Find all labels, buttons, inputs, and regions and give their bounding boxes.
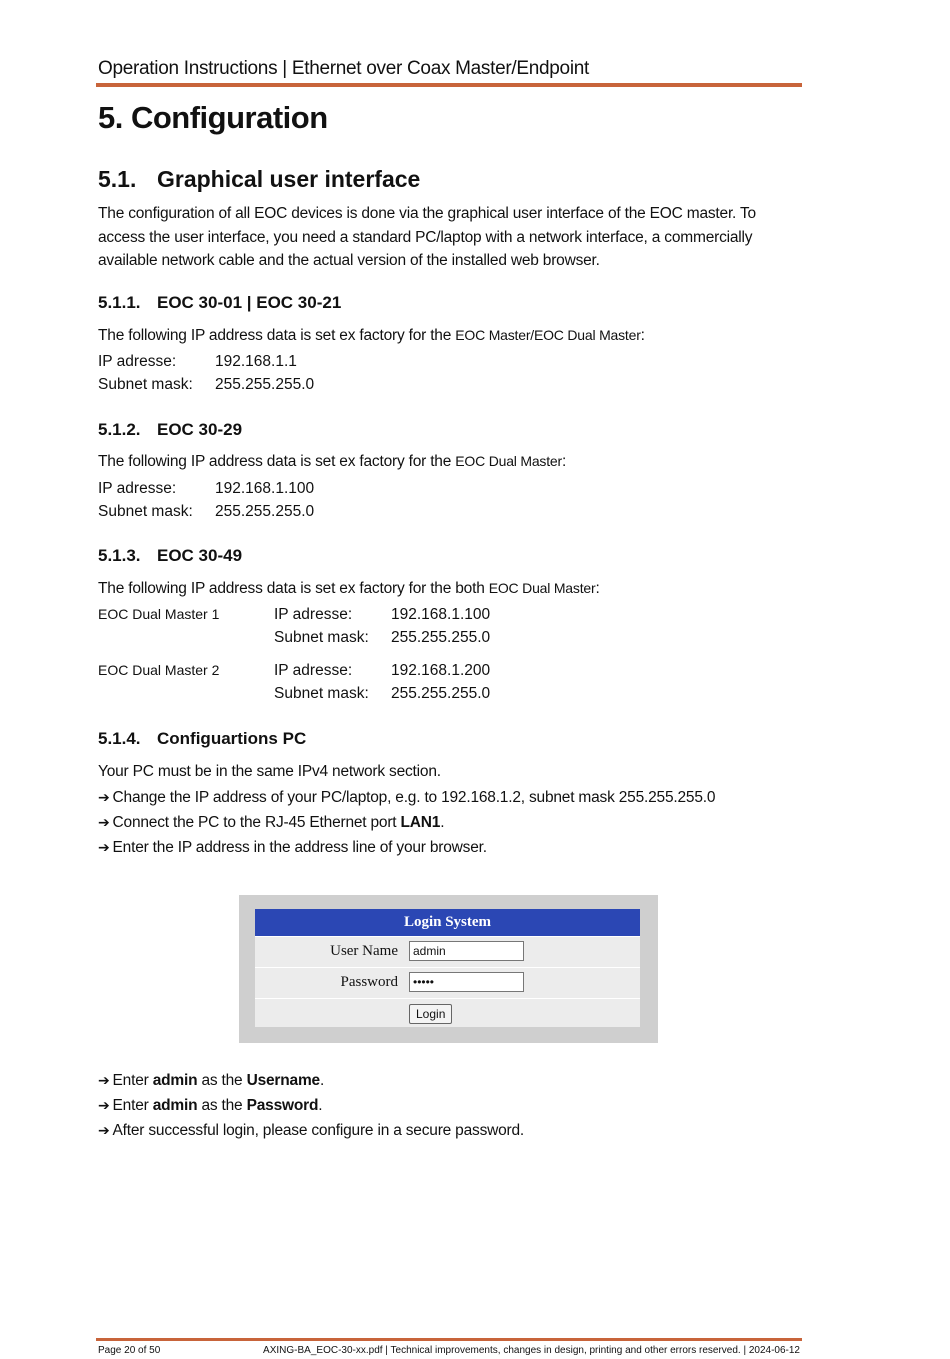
device-name: EOC Master/EOC Dual Master bbox=[455, 327, 641, 343]
device-name: EOC Dual Master bbox=[455, 453, 562, 469]
intro-text: The following IP address data is set ex factory for the both bbox=[98, 580, 489, 597]
after-step-1 bbox=[98, 1072, 324, 1090]
mask-label: Subnet mask: bbox=[274, 685, 369, 702]
arrow-right-icon: ➔ bbox=[98, 840, 110, 856]
section-5-1-text: The configuration of all EOC devices is done via the graphical user interface of the EOC master. To access the user interface, you need a standard PC/laptop with a network interface, a commercially available network cable and the actual version of the installed web browser. bbox=[98, 205, 756, 269]
mask-value: 255.255.255.0 bbox=[391, 629, 491, 646]
ip-row bbox=[98, 480, 314, 498]
mask-label: Subnet mask: bbox=[98, 376, 193, 393]
ip-value: 192.168.1.1 bbox=[215, 353, 297, 370]
field-name: Username bbox=[246, 1072, 320, 1089]
password-row bbox=[255, 967, 640, 998]
chapter-title: 5. Configuration bbox=[98, 100, 328, 135]
ip-row bbox=[98, 353, 297, 371]
section-5-1-heading bbox=[98, 166, 420, 193]
username-value: admin bbox=[152, 1072, 198, 1089]
ip-label: IP adresse: bbox=[274, 606, 353, 623]
username-label: User Name bbox=[330, 943, 398, 959]
intro-end: : bbox=[595, 580, 600, 597]
username-input[interactable]: admin bbox=[409, 941, 524, 961]
section-title: Graphical user interface bbox=[157, 166, 421, 192]
mask-label: Subnet mask: bbox=[98, 503, 193, 520]
ip-label: IP adresse: bbox=[98, 353, 177, 370]
section-5-1-4-intro: Your PC must be in the same IPv4 network section. bbox=[98, 763, 441, 780]
mask-label: Subnet mask: bbox=[274, 629, 369, 646]
mask-row bbox=[98, 376, 314, 394]
arrow-right-icon: ➔ bbox=[98, 790, 110, 806]
section-5-1-3-heading bbox=[98, 546, 242, 566]
section-5-1-1-heading bbox=[98, 293, 341, 313]
footer-rule bbox=[96, 1338, 802, 1341]
port-name: LAN1 bbox=[400, 814, 441, 831]
arrow-right-icon: ➔ bbox=[98, 1098, 110, 1114]
section-title: EOC 30-49 bbox=[157, 546, 243, 565]
mask-value: 255.255.255.0 bbox=[215, 376, 315, 393]
mask-value: 255.255.255.0 bbox=[391, 685, 491, 702]
device-name: EOC Dual Master bbox=[488, 580, 596, 596]
password-label: Password bbox=[340, 974, 398, 990]
master1-name: EOC Dual Master 1 bbox=[98, 606, 220, 622]
text: Enter bbox=[112, 1097, 153, 1114]
section-number: 5.1.3. bbox=[98, 546, 141, 565]
master2-mask-row bbox=[98, 685, 490, 703]
footer-note: AXING-BA_EOC-30-xx.pdf | Technical improvements, changes in design, printing and other errors reserved. | 2024-06-12 bbox=[263, 1345, 800, 1356]
arrow-right-icon: ➔ bbox=[98, 815, 110, 831]
step-text: Change the IP address of your PC/laptop, e.g. to 192.168.1.2, subnet mask 255.255.255.0 bbox=[112, 789, 716, 806]
step-end: . bbox=[440, 814, 445, 831]
arrow-right-icon: ➔ bbox=[98, 1073, 110, 1089]
password-value: admin bbox=[152, 1097, 198, 1114]
password-input[interactable]: ••••• bbox=[409, 972, 524, 992]
step-text: Connect the PC to the RJ-45 Ethernet port bbox=[112, 814, 401, 831]
section-number: 5.1. bbox=[98, 166, 137, 192]
section-number: 5.1.1. bbox=[98, 293, 141, 312]
text: as the bbox=[197, 1097, 247, 1114]
ip-label: IP adresse: bbox=[98, 480, 177, 497]
section-5-1-1-intro bbox=[98, 324, 802, 348]
step-text: Enter the IP address in the address line of your browser. bbox=[112, 839, 487, 856]
arrow-right-icon: ➔ bbox=[98, 1123, 110, 1139]
text: as the bbox=[197, 1072, 247, 1089]
ip-value: 192.168.1.200 bbox=[391, 662, 491, 679]
step-3 bbox=[98, 839, 487, 857]
after-step-2 bbox=[98, 1097, 322, 1115]
intro-end: : bbox=[640, 327, 645, 344]
master2-ip-row bbox=[98, 662, 490, 680]
master1-ip-row bbox=[98, 606, 490, 624]
text: . bbox=[319, 1072, 325, 1089]
login-screenshot bbox=[239, 895, 658, 1043]
mask-row bbox=[98, 503, 314, 521]
page-number: Page 20 of 50 bbox=[98, 1345, 161, 1356]
section-5-1-2-intro bbox=[98, 450, 802, 474]
section-5-1-3-intro bbox=[98, 577, 802, 601]
section-number: 5.1.2. bbox=[98, 420, 141, 439]
section-title: EOC 30-01 | EOC 30-21 bbox=[157, 293, 342, 312]
section-title: EOC 30-29 bbox=[157, 420, 243, 439]
step-2 bbox=[98, 814, 444, 832]
after-step-3 bbox=[98, 1122, 524, 1140]
section-number: 5.1.4. bbox=[98, 729, 141, 748]
mask-value: 255.255.255.0 bbox=[215, 503, 315, 520]
button-row bbox=[255, 998, 640, 1029]
step-1 bbox=[98, 789, 715, 807]
ip-value: 192.168.1.100 bbox=[391, 606, 491, 623]
login-title: Login System bbox=[255, 909, 640, 936]
step-text: After successful login, please configure in a secure password. bbox=[112, 1122, 525, 1139]
login-button[interactable]: Login bbox=[409, 1004, 452, 1024]
field-name: Password bbox=[246, 1097, 319, 1114]
section-5-1-4-heading bbox=[98, 729, 306, 749]
login-panel bbox=[255, 909, 640, 1027]
intro-text: The following IP address data is set ex factory for the bbox=[98, 327, 456, 344]
running-header: Operation Instructions | Ethernet over Coax Master/Endpoint bbox=[98, 58, 589, 79]
ip-label: IP adresse: bbox=[274, 662, 353, 679]
header-rule bbox=[96, 83, 802, 87]
intro-end: : bbox=[561, 453, 567, 470]
ip-value: 192.168.1.100 bbox=[215, 480, 315, 497]
text: Enter bbox=[112, 1072, 153, 1089]
master2-name: EOC Dual Master 2 bbox=[98, 662, 220, 678]
master1-mask-row bbox=[98, 629, 490, 647]
text: . bbox=[318, 1097, 323, 1114]
section-5-1-2-heading bbox=[98, 420, 242, 440]
section-title: Configuartions PC bbox=[157, 729, 307, 748]
username-row bbox=[255, 936, 640, 967]
intro-text: The following IP address data is set ex factory for the bbox=[98, 453, 456, 470]
